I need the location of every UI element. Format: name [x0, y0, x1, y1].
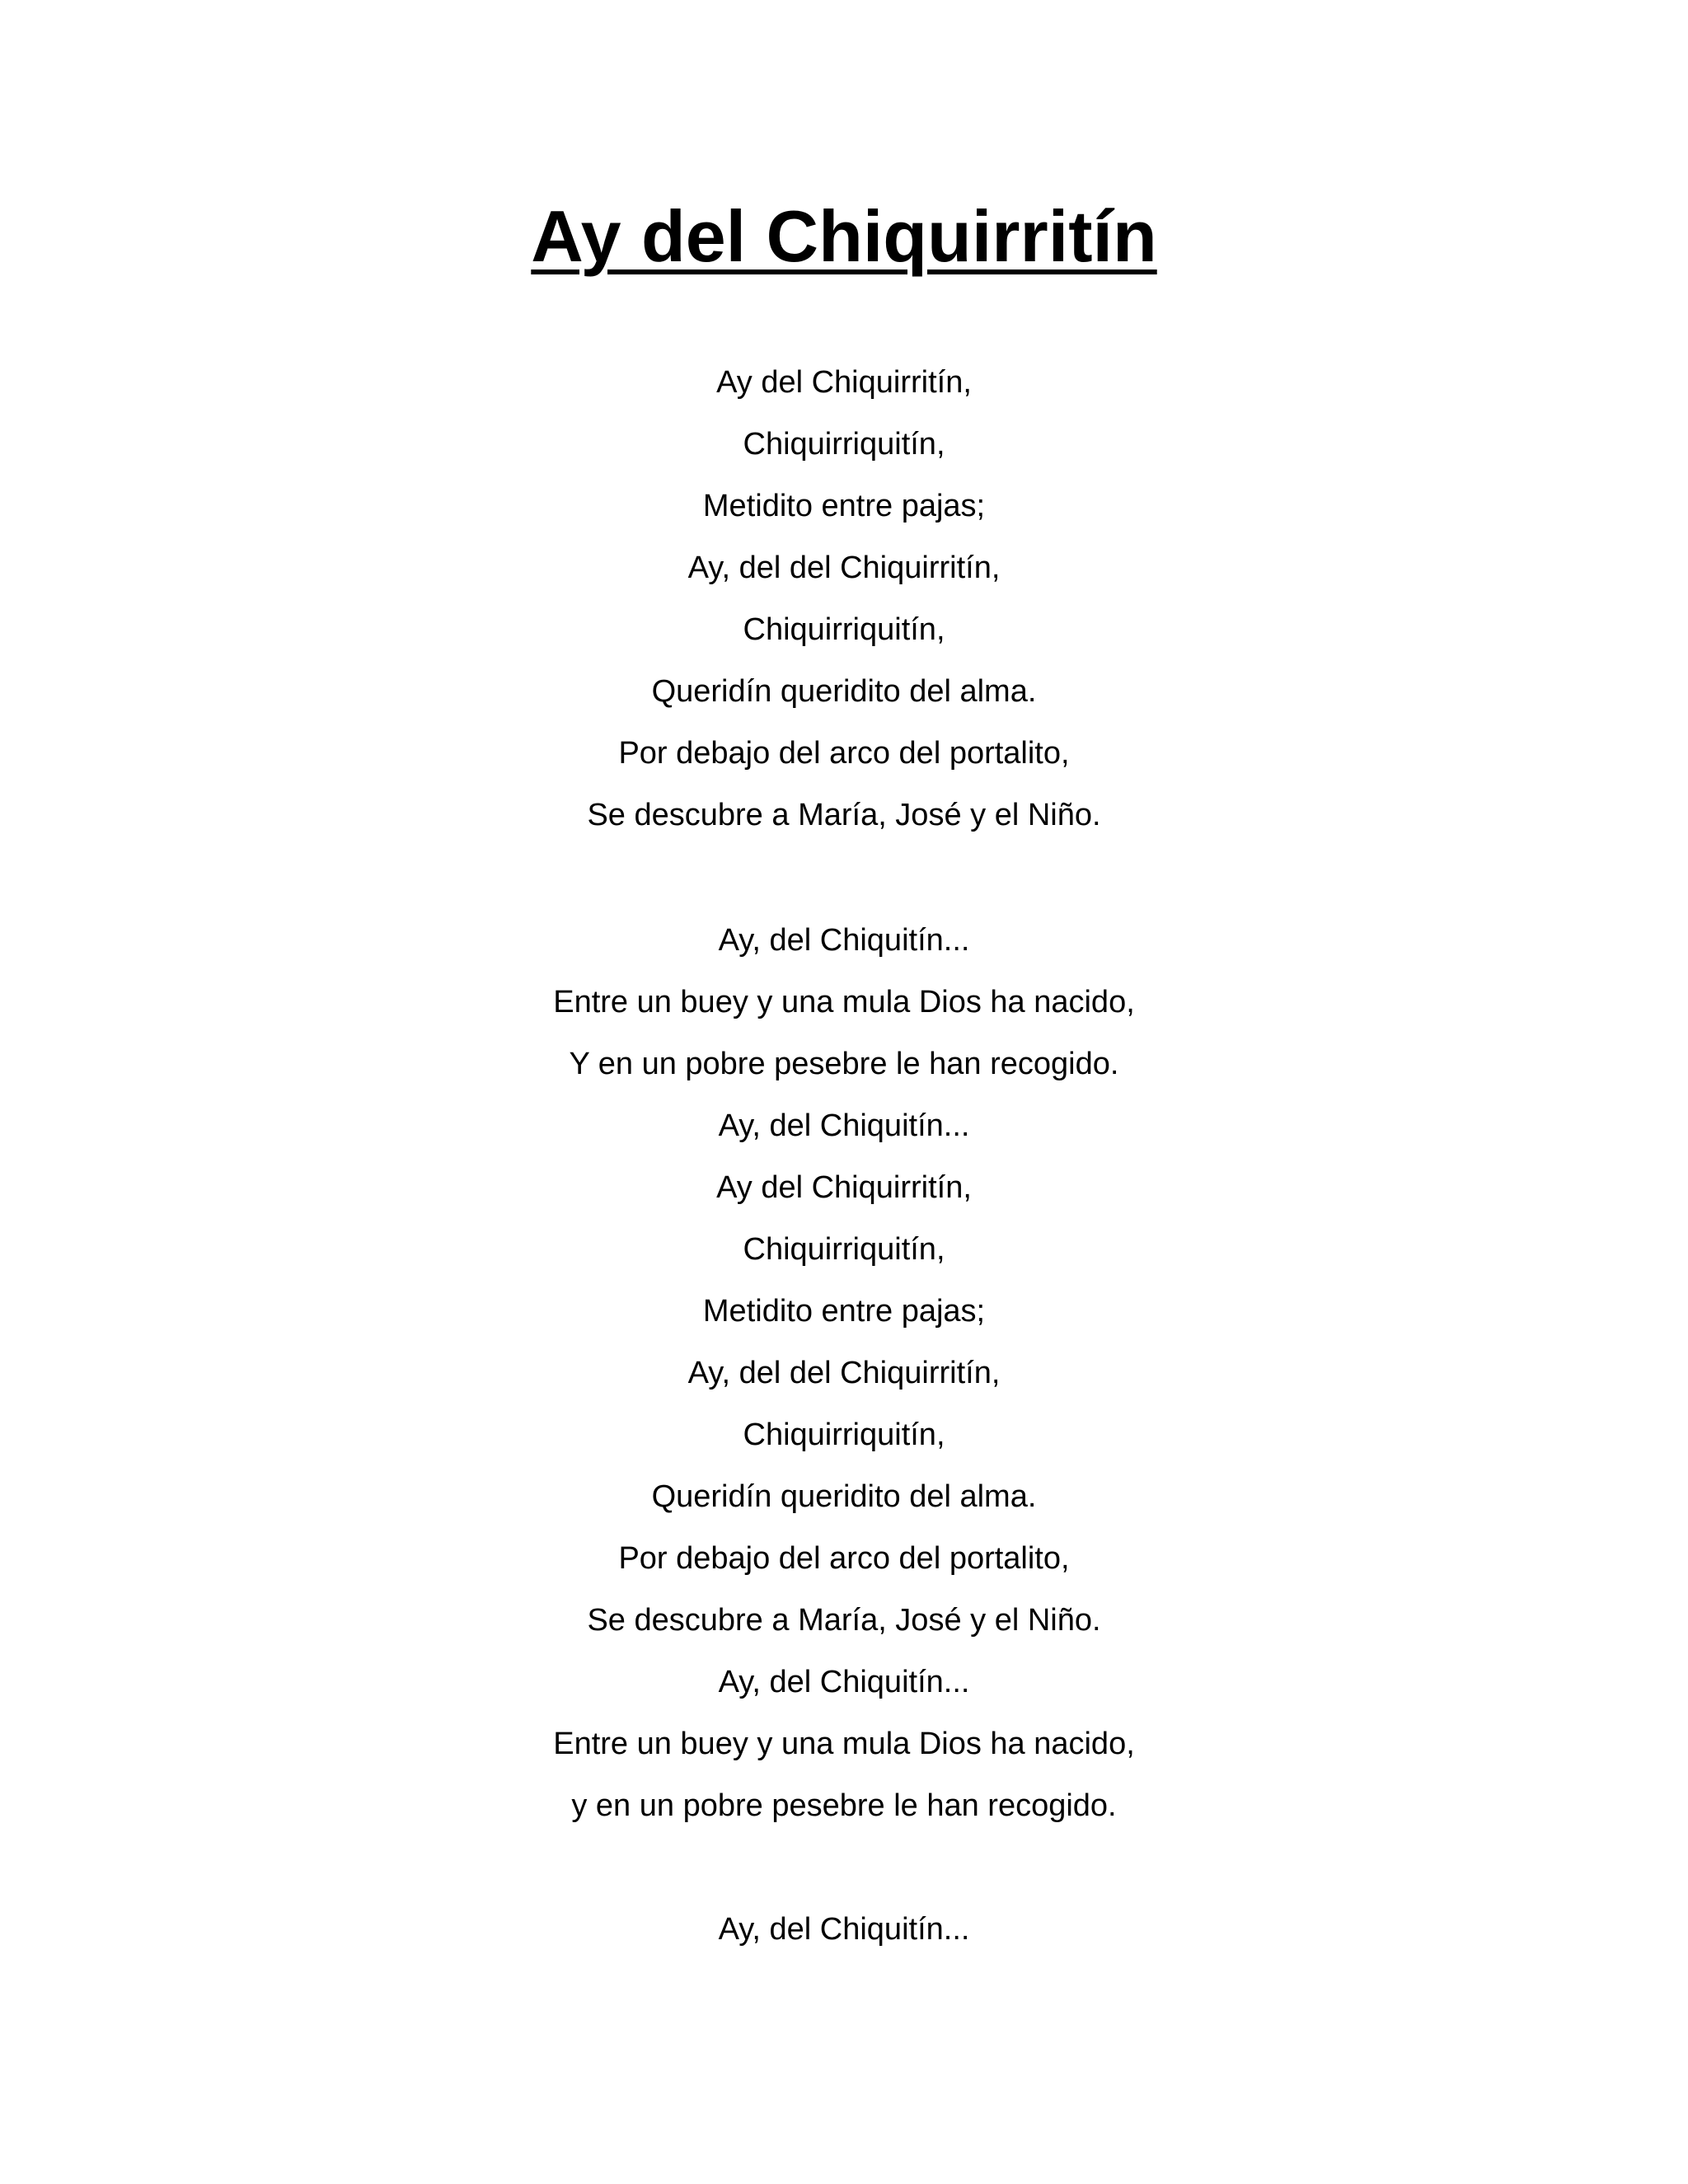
lyric-line: Se descubre a María, José y el Niño.	[587, 798, 1101, 832]
lyric-line: Entre un buey y una mula Dios ha nacido,	[553, 1727, 1135, 1761]
lyric-line: Por debajo del arco del portalito,	[618, 736, 1070, 771]
lyric-line: Entre un buey y una mula Dios ha nacido,	[553, 985, 1135, 1019]
lyric-line: Chiquirriquitín,	[743, 427, 945, 462]
lyric-line: Ay, del Chiquitín...	[718, 923, 970, 958]
lyric-line: Ay, del Chiquitín...	[718, 1665, 970, 1699]
lyric-line: Ay del Chiquirritín,	[716, 1170, 972, 1205]
lyric-line: y en un pobre pesebre le han recogido.	[571, 1788, 1117, 1823]
lyric-line: Y en un pobre pesebre le han recogido.	[569, 1047, 1119, 1081]
page-title	[0, 191, 1688, 282]
lyric-line: Chiquirriquitín,	[743, 1232, 945, 1267]
lyric-line: Ay, del Chiquitín...	[718, 1912, 970, 1947]
lyric-line: Metidito entre pajas;	[702, 1294, 986, 1329]
lyric-line: Se descubre a María, José y el Niño.	[587, 1603, 1101, 1638]
lyric-line: Chiquirriquitín,	[743, 1418, 945, 1452]
lyric-line: Queridín queridito del alma.	[651, 674, 1037, 709]
lyric-line: Queridín queridito del alma.	[651, 1479, 1037, 1514]
lyric-line: Ay, del Chiquitín...	[718, 1108, 970, 1143]
lyric-line: Chiquirriquitín,	[743, 612, 945, 647]
lyric-line: Metidito entre pajas;	[702, 489, 986, 523]
lyric-line: Ay del Chiquirritín,	[716, 365, 972, 400]
lyric-line: Ay, del del Chiquirritín,	[687, 1356, 1001, 1390]
lyric-line: Ay, del del Chiquirritín,	[687, 551, 1001, 585]
lyric-line: Por debajo del arco del portalito,	[618, 1541, 1070, 1576]
page-title-text: Ay del Chiquirritín	[531, 195, 1157, 277]
